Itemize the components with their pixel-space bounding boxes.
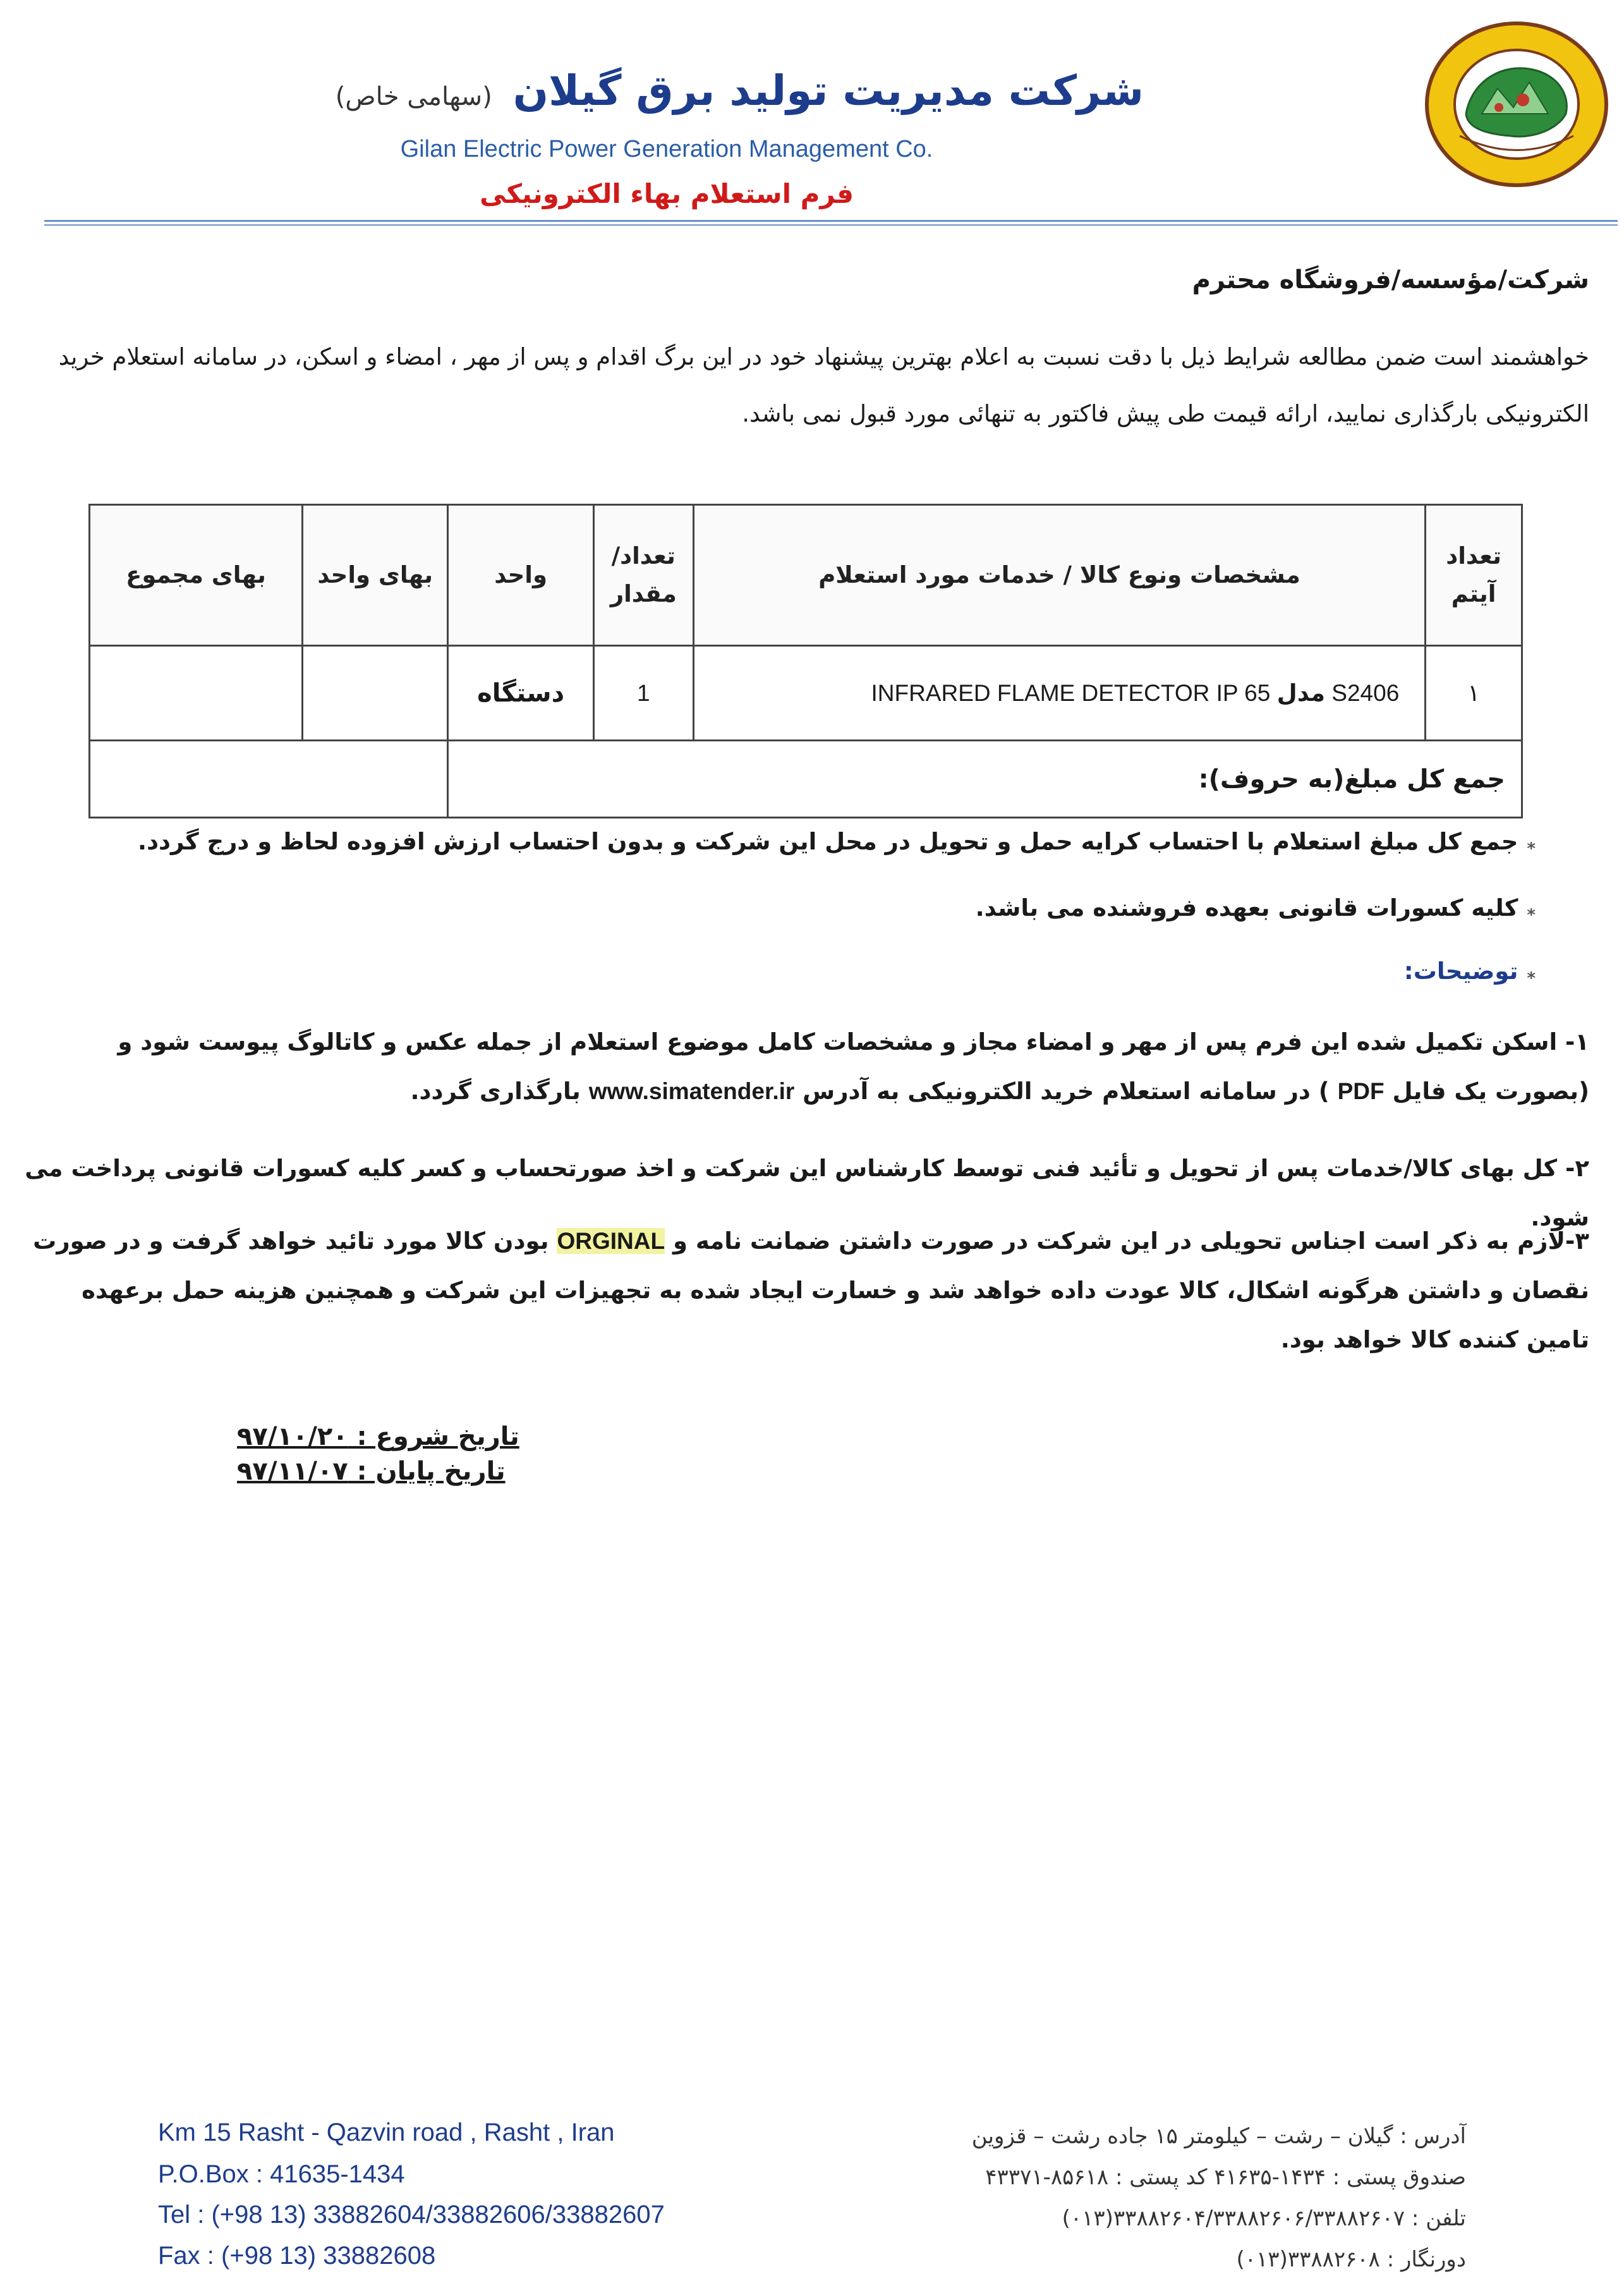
table-header-row [90, 505, 1522, 646]
start-date: تاریخ شروع : ۹۷/۱۰/۲۰ [237, 1422, 519, 1451]
header-item-no-line1: تعداد [1446, 542, 1502, 569]
form-title: فرم استعلام بهاء الکترونیکی [479, 178, 854, 209]
cell-unit: دستگاه [448, 646, 594, 741]
p1-part-a: ۱- اسکن تکمیل شده این فرم پس از مهر و امضاء مجاز و مشخصات کامل موضوع استعلام از جمله عکس و کاتالوگ پیوست شود و (بصورت یک فایل [118, 1028, 1589, 1105]
footer-address-fa: آدرس : گیلان – رشت – کیلومتر ۱۵ جاده رشت – قزوین [971, 2124, 1466, 2149]
model-code: S2406 [1331, 680, 1400, 706]
company-seal-logo [1422, 19, 1611, 190]
note-total-amount-text: جمع کل مبلغ استعلام با احتساب کرایه حمل و تحویل در محل این شرکت و بدون احتساب ارزش افزوده لحاظ و درج گردد. [138, 828, 1518, 855]
footer-address-en: Km 15 Rasht - Qazvin road , Rasht , Iran [158, 2119, 615, 2146]
company-name-fa-text: شرکت مدیریت تولید برق گیلان [512, 66, 1144, 115]
header-quantity [593, 505, 693, 646]
note-legal-deductions-text: کلیه کسورات قانونی بعهده فروشنده می باشد. [975, 894, 1518, 921]
cell-description [693, 646, 1426, 741]
company-name-fa [336, 66, 1144, 115]
header-item-no-line2: آیتم [1451, 580, 1496, 607]
cell-unit-price[interactable] [303, 646, 448, 741]
header-unit-price: بهای واحد [303, 505, 448, 646]
pdf-label: PDF [1337, 1078, 1385, 1104]
header-divider [44, 220, 1618, 226]
p1-part-b: ) در سامانه استعلام خرید الکترونیکی به آدرس [803, 1078, 1330, 1105]
footer-fax-en: Fax : (+98 13) 33882608 [158, 2242, 436, 2270]
total-in-words-label: جمع کل مبلغ(به حروف): [448, 741, 1522, 818]
intro-paragraph: خواهشمند است ضمن مطالعه شرایط ذیل با دقت نسبت به اعلام بهترین پیشنهاد خود در این برگ اقدام و پس از مهر ، امضاء و اسکن، در سامانه استعلام خرید الکترونیکی بارگذاری نمایید، ارائه قیمت طی پیش فاکتور به تنهائی مورد قبول نمی باشد. [58, 343, 1589, 427]
item-description-en: INFRARED FLAME DETECTOR IP 65 [871, 680, 1271, 706]
notes-heading [1404, 958, 1536, 985]
footer-pobox-fa: صندوق پستی : ۱۴۳۴-۴۱۶۳۵ کد پستی : ۸۵۶۱۸-۴۳۳۷۱ [985, 2165, 1466, 2190]
bullet-icon: ⁎ [1527, 964, 1536, 983]
company-type: (سهامی خاص) [335, 82, 492, 111]
note-paragraph-3 [19, 1217, 1589, 1365]
note-total-amount [138, 828, 1536, 855]
header-item-no [1426, 505, 1522, 646]
note-paragraph-2: ۲- کل بهای کالا/خدمات پس از تحویل و تأئید فنی توسط کارشناس این شرکت و اخذ صورتحساب و کسر کلیه کسورات قانونی پرداخت می شود. [25, 1155, 1589, 1231]
total-in-words-value[interactable] [90, 741, 448, 818]
p1-part-c: بارگذاری گردد. [410, 1078, 581, 1105]
total-row [90, 741, 1522, 818]
cell-total-price[interactable] [90, 646, 303, 741]
bullet-icon: ⁎ [1527, 835, 1536, 854]
original-highlight: ORGINAL [557, 1228, 665, 1254]
p3-part-b: بودن کالا مورد تائید خواهد گرفت و در صورت نقصان و داشتن هرگونه اشکال، کالا عودت داده خواهد شد و خسارت ایجاد شده به تجهیزات این شرکت و همچنین هزینه حمل برعهده تامین کننده کالا خواهد بود. [33, 1227, 1589, 1353]
p3-part-a: ۳-لازم به ذکر است اجناس تحویلی در این شرکت در صورت داشتن ضمانت نامه و [672, 1227, 1589, 1255]
cell-item-no: ۱ [1426, 646, 1522, 741]
table-row [90, 646, 1522, 741]
footer-fax-fa: دورنگار : ۳۳۸۸۲۶۰۸(۰۱۳) [1236, 2247, 1466, 2272]
header-total-price: بهای مجموع [90, 505, 303, 646]
model-label: مدل [1276, 679, 1326, 707]
inquiry-table [88, 504, 1523, 818]
end-date: تاریخ پایان : ۹۷/۱۱/۰۷ [237, 1457, 506, 1486]
seal-icon [1422, 19, 1611, 190]
salutation: شرکت/مؤسسه/فروشگاه محترم [1192, 265, 1589, 295]
header-quantity-line2: مقدار [610, 580, 677, 607]
cell-quantity: 1 [593, 646, 693, 741]
simatender-link[interactable]: www.simatender.ir [588, 1078, 795, 1104]
footer-tel-en: Tel : (+98 13) 33882604/33882606/33882607 [158, 2201, 665, 2229]
footer-pobox-en: P.O.Box : 41635-1434 [158, 2160, 405, 2188]
header-unit: واحد [448, 505, 594, 646]
footer-tel-fa: تلفن : ۳۳۸۸۲۶۰۴/۳۳۸۸۲۶۰۶/۳۳۸۸۲۶۰۷(۰۱۳) [1062, 2206, 1466, 2231]
note-legal-deductions [976, 894, 1536, 921]
bullet-icon: ⁎ [1527, 901, 1536, 920]
header-description: مشخصات ونوع کالا / خدمات مورد استعلام [693, 505, 1426, 646]
note-paragraph-1 [19, 1018, 1589, 1116]
header-quantity-line1: تعداد/ [611, 542, 676, 569]
company-name-en: Gilan Electric Power Generation Management Co. [400, 136, 933, 162]
notes-heading-text: توضیحات: [1403, 958, 1518, 985]
